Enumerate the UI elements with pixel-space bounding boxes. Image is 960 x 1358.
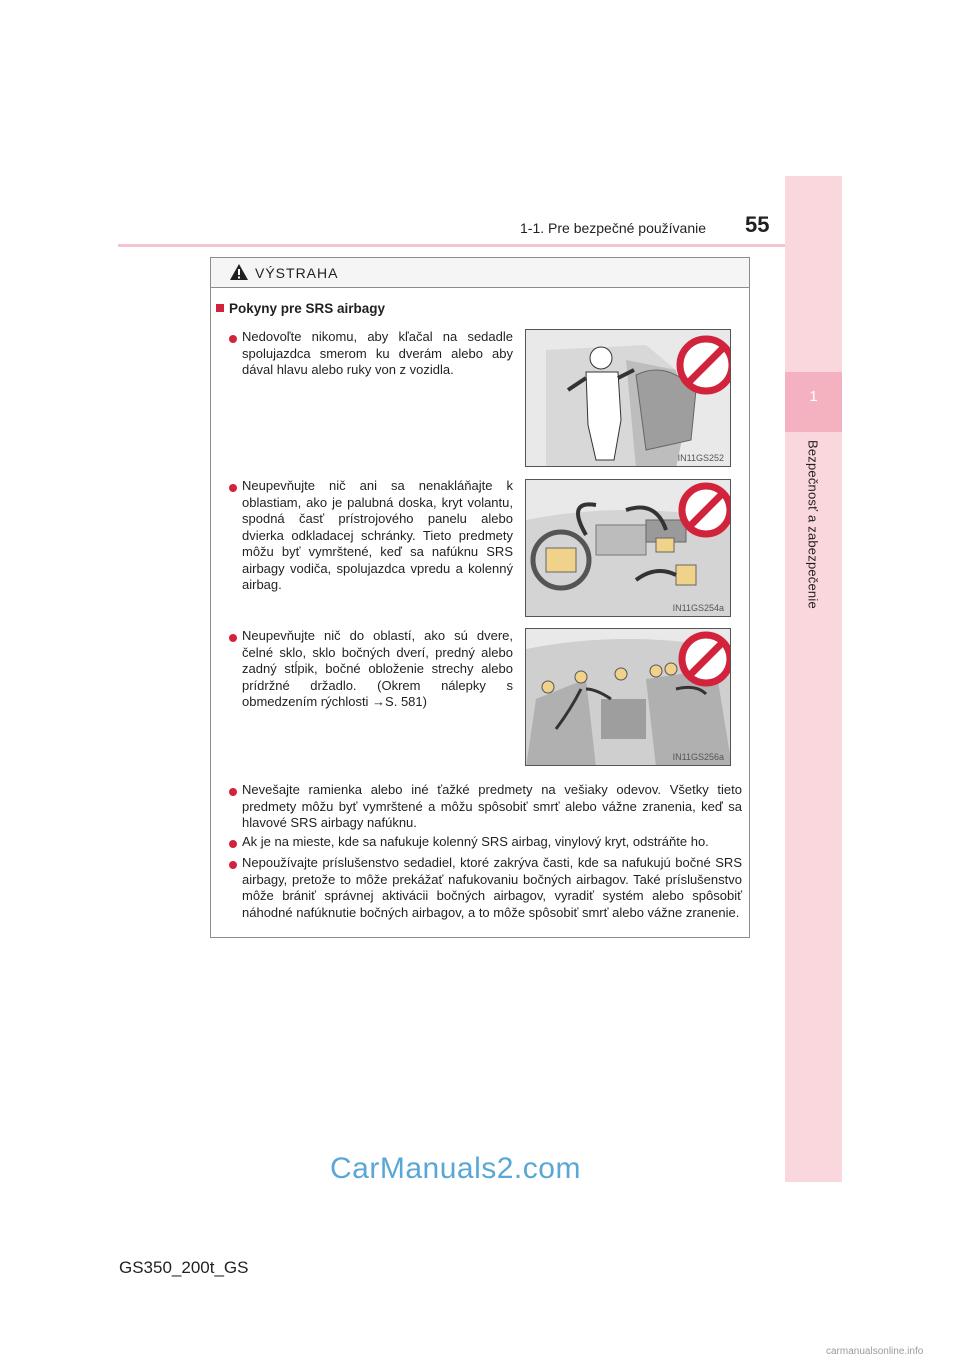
warning-title: VÝSTRAHA	[255, 265, 339, 281]
model-code: GS350_200t_GS	[119, 1258, 249, 1277]
subheading-text: Pokyny pre SRS airbagy	[229, 301, 386, 316]
bullet-icon	[229, 335, 237, 343]
warning-item-3: Neupevňujte nič do oblastí, ako sú dvere, čelné sklo, sklo bočných dverí, predný alebo zadný stĺpik, bočné obloženie strechy alebo prídržné držadlo. (Okrem nálepky s obmedzením rýchlosti →S. 581)	[242, 628, 513, 709]
chapter-number: 1	[809, 388, 818, 405]
illustration-dashboard	[525, 479, 731, 617]
illustration-code: IN11GS252	[677, 453, 724, 463]
warning-subheading	[216, 301, 385, 316]
square-bullet-icon	[216, 304, 224, 312]
warning-header	[211, 258, 749, 288]
warning-item-6: Nepoužívajte príslušenstvo sedadiel, ktoré zakrýva časti, kde sa nafukujú bočné SRS airbagy, pretože to môže prekážať nafukovaniu bočných airbagov. Také príslušenstvo môže brániť správnej aktivácii bočných airbagov, vyradiť systém alebo spôsobiť náhodné nafúknutie bočných airbagov, a to môže spôsobiť smrť alebo vážne zranenie.	[242, 855, 742, 920]
bullet-icon	[229, 484, 237, 492]
bullet-icon	[229, 840, 237, 848]
illustration-cabin-interior	[525, 628, 731, 766]
chapter-label: Bezpečnosť a zabezpečenie	[805, 440, 821, 609]
bullet-icon	[229, 634, 237, 642]
watermark-logo: CarManuals2.com	[330, 1152, 581, 1185]
illustration-code: IN11GS254a	[672, 603, 724, 613]
corner-watermark: carmanualsonline.info	[826, 1346, 924, 1357]
warning-item-4: Nevešajte ramienka alebo iné ťažké predmety na vešiaky odevov. Všetky tieto predmety môžu byť vymrštené a môžu spôsobiť smrť alebo vážne zranenia, keď sa hlavové SRS airbagy nafúknu.	[242, 782, 742, 830]
chapter-side-tab	[785, 176, 842, 1182]
page-number: 55	[745, 212, 770, 237]
section-title: 1-1. Pre bezpečné používanie	[520, 220, 707, 236]
warning-item-1: Nedovoľte nikomu, aby kľačal na sedadle spolujazdca smerom ku dverám alebo aby dával hlavu alebo ruky von z vozidla.	[242, 329, 513, 377]
warning-item-2: Neupevňujte nič ani sa nenakláňajte k oblastiam, ako je palubná doska, kryt volantu, spodná časť prístrojového panelu alebo dvierka odkladacej schránky. Tieto predmety môžu byť vymrštené, keď sa nafúknu SRS airbagy vodiča, spolujazdca vpredu a kolenný airbag.	[242, 478, 513, 592]
bullet-icon	[229, 788, 237, 796]
illustration-code: IN11GS256a	[672, 752, 724, 762]
warning-triangle-icon	[229, 263, 249, 281]
bullet-icon	[229, 861, 237, 869]
header-rule	[118, 244, 842, 247]
illustration-passenger-kneeling	[525, 329, 731, 467]
warning-item-5: Ak je na mieste, kde sa nafukuje kolenný SRS airbag, vinylový kryt, odstráňte ho.	[242, 834, 709, 849]
